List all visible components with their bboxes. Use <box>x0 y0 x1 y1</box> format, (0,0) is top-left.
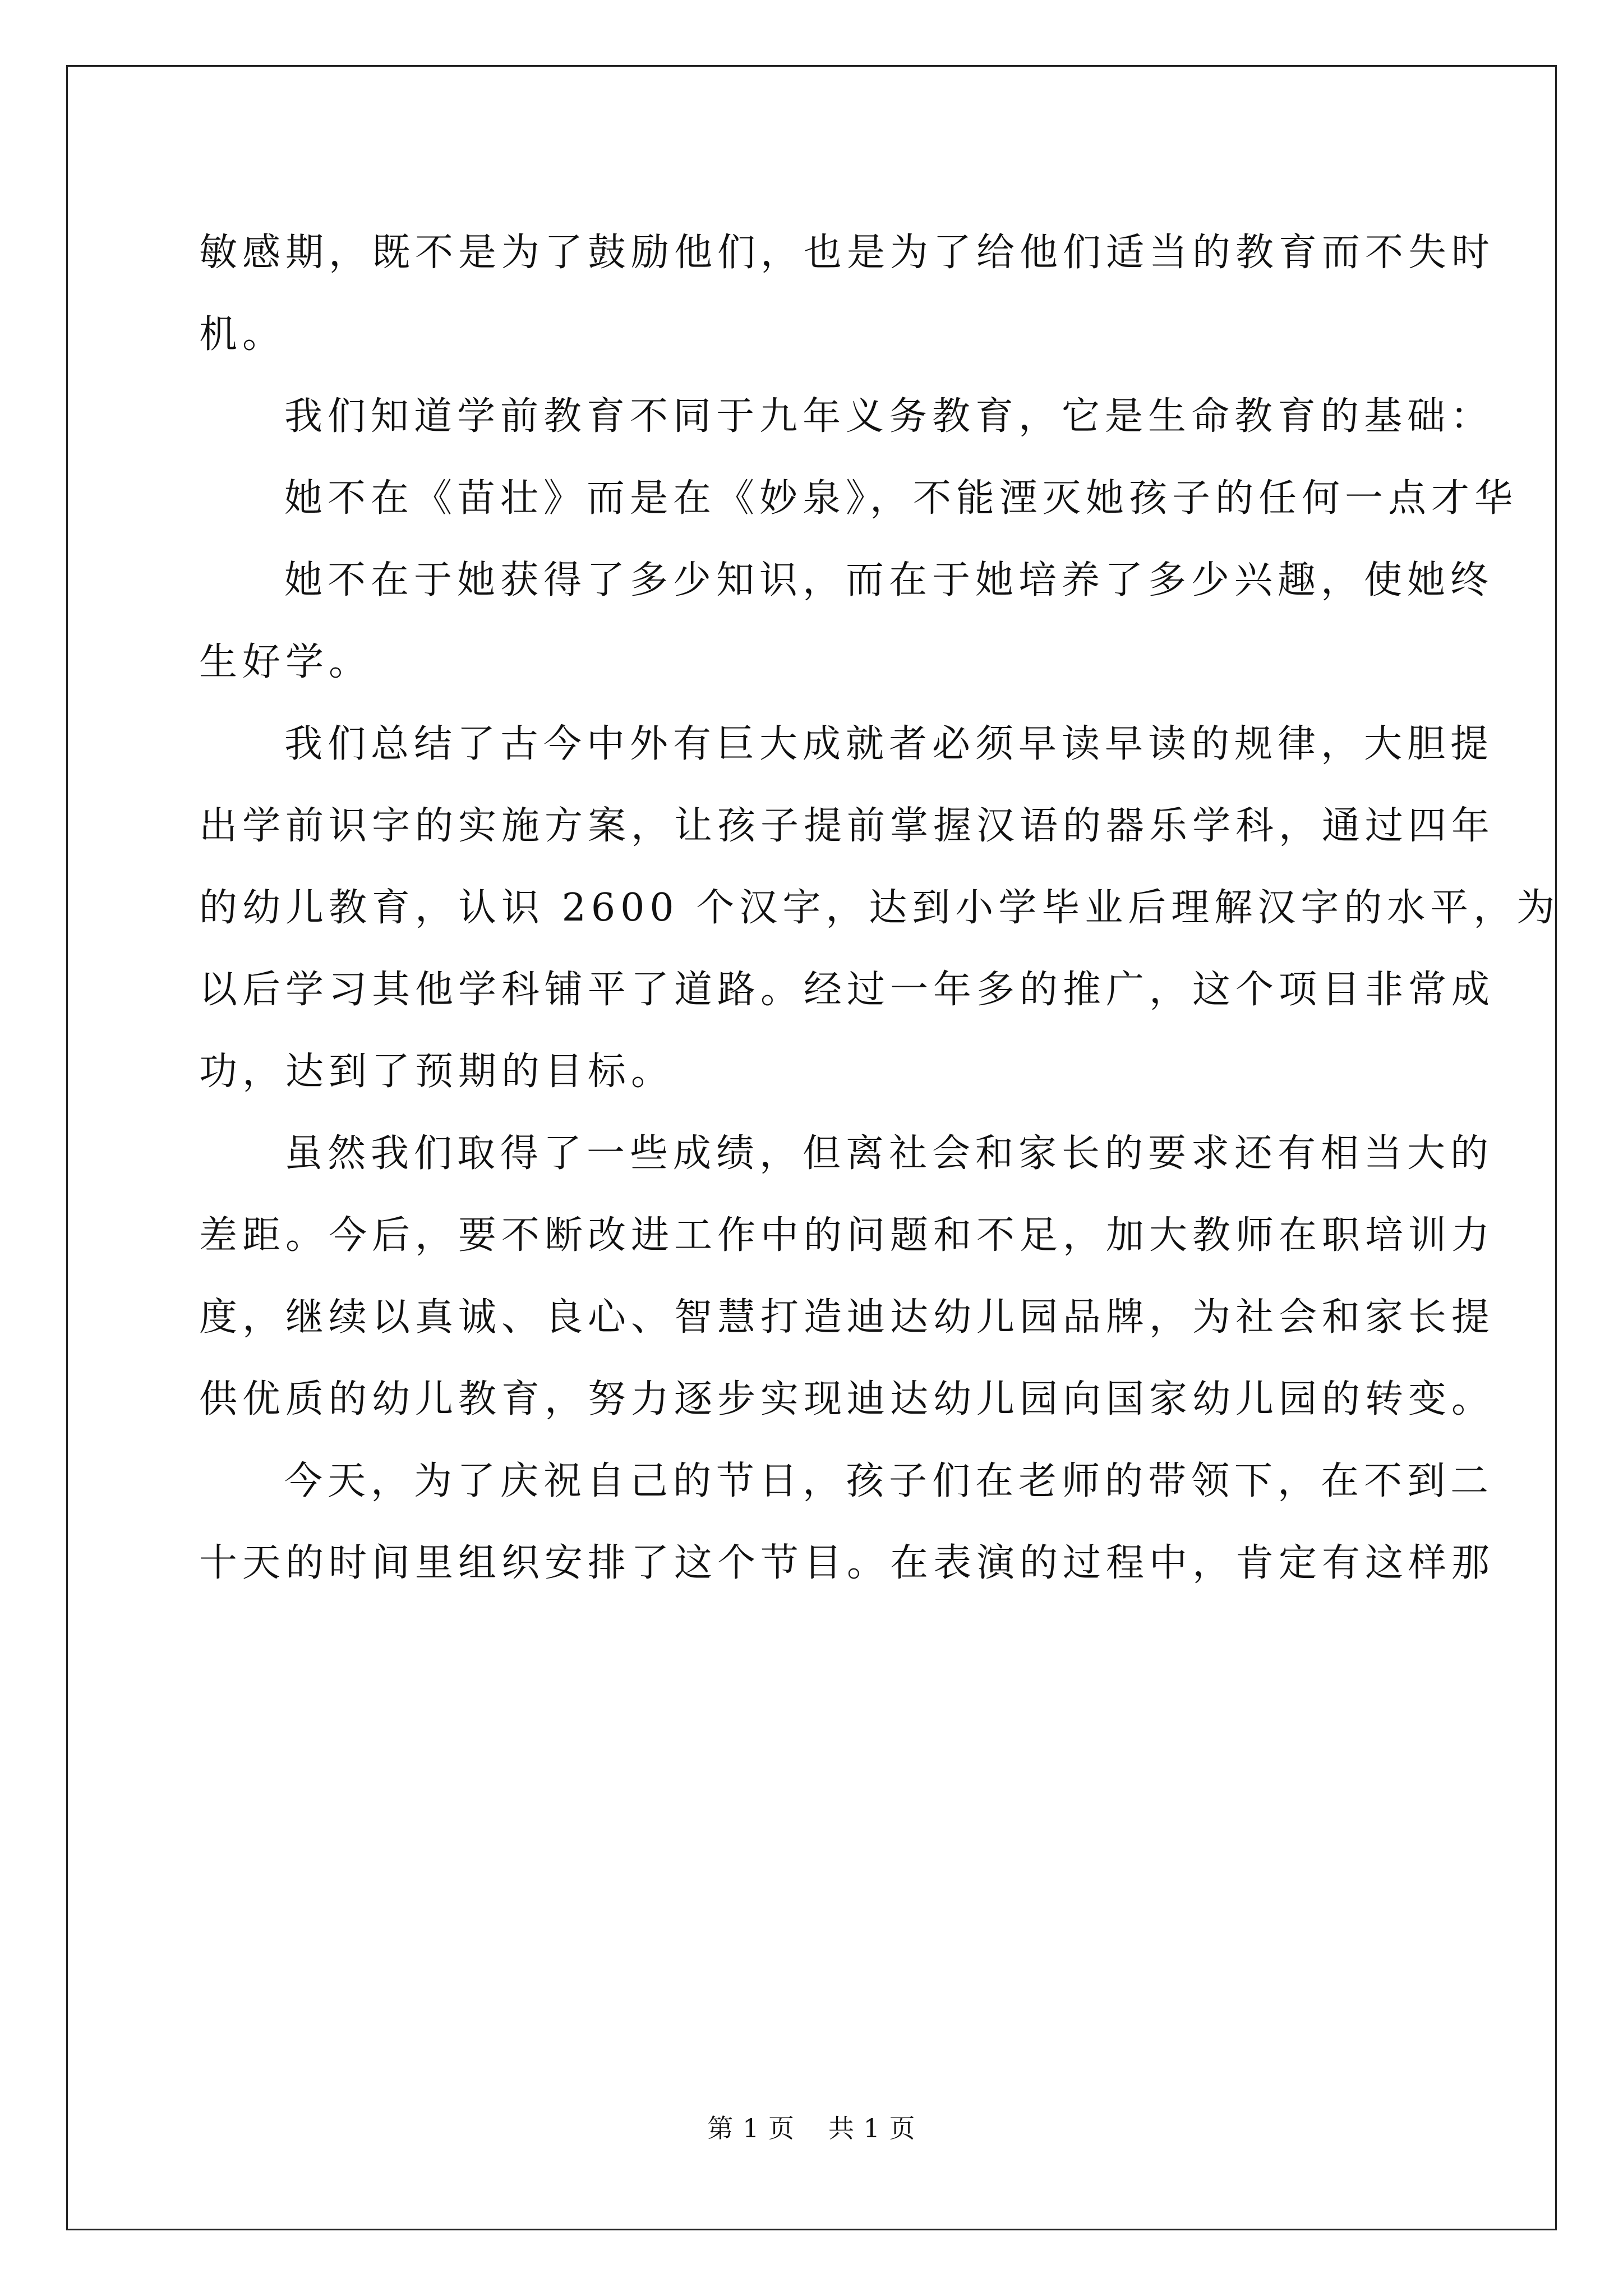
text-line: 出学前识字的实施方案，让孩子提前掌握汉语的器乐学科，通过四年 <box>199 804 1495 848</box>
page-footer <box>0 2108 1623 2145</box>
text-line: 她不在于她获得了多少知识，而在于她培养了多少兴趣，使她终 <box>284 558 1494 602</box>
page-number: 第 1 页 <box>707 2113 795 2143</box>
page-total: 共 1 页 <box>828 2113 916 2143</box>
text-line: 功，达到了预期的目标。 <box>199 1050 675 1094</box>
text-line: 她不在《苗壮》而是在《妙泉》，不能湮灭她孩子的任何一点才华 <box>284 476 1518 521</box>
text-line: 以后学习其他学科铺平了道路。经过一年多的推广，这个项目非常成 <box>199 968 1495 1012</box>
text-line: 度，继续以真诚、良心、智慧打造迪达幼儿园品牌，为社会和家长提 <box>199 1295 1495 1340</box>
text-line: 我们总结了古今中外有巨大成就者必须早读早读的规律，大胆提 <box>284 722 1494 766</box>
text-line: 我们知道学前教育不同于九年义务教育，它是生命教育的基础： <box>284 394 1494 439</box>
text-line: 供优质的幼儿教育，努力逐步实现迪达幼儿园向国家幼儿园的转变。 <box>199 1377 1495 1421</box>
text-line: 机。 <box>199 312 286 357</box>
text-line: 十天的时间里组织安排了这个节目。在表演的过程中，肯定有这样那 <box>199 1541 1495 1585</box>
text-line: 虽然我们取得了一些成绩，但离社会和家长的要求还有相当大的 <box>284 1131 1494 1176</box>
text-line: 的幼儿教育，认识 2600 个汉字，达到小学毕业后理解汉字的水平，为 <box>199 886 1560 930</box>
text-line: 敏感期，既不是为了鼓励他们，也是为了给他们适当的教育而不失时 <box>199 231 1495 275</box>
text-line: 生好学。 <box>199 640 372 684</box>
text-line: 差距。今后，要不断改进工作中的问题和不足，加大教师在职培训力 <box>199 1213 1495 1258</box>
document-body <box>199 212 1560 1604</box>
text-line: 今天，为了庆祝自己的节日，孩子们在老师的带领下，在不到二 <box>284 1459 1494 1503</box>
